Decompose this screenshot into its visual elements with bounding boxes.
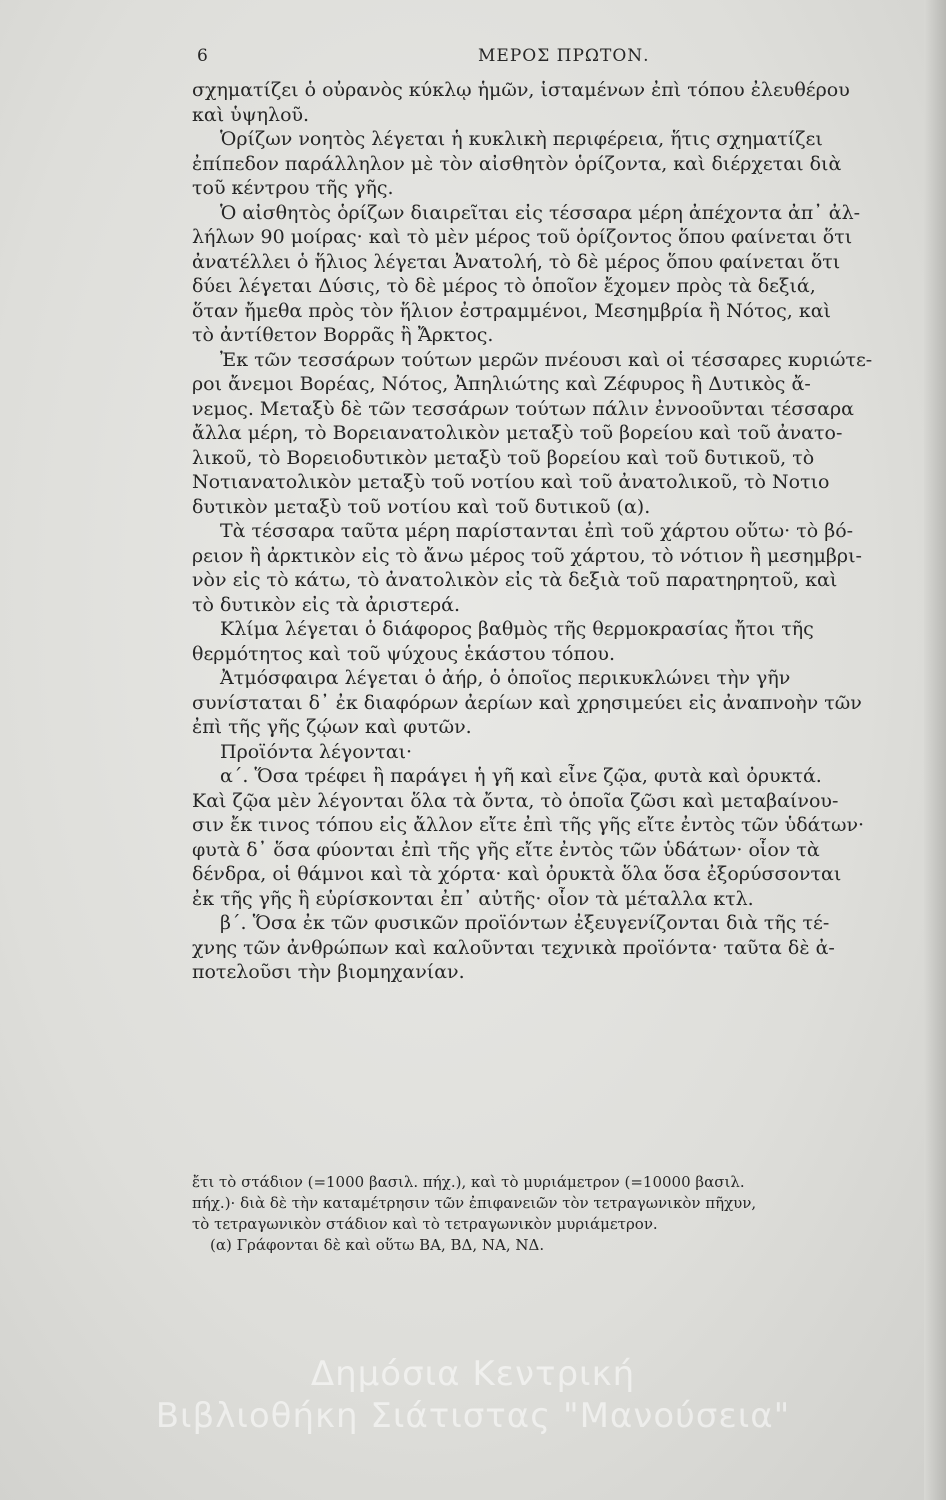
text-line: λικοῦ, τὸ Βορειοδυτικὸν μεταξὺ τοῦ βορείου καὶ τοῦ δυτικοῦ, τὸ xyxy=(192,446,815,469)
text-line: α΄. Ὅσα τρέφει ἢ παράγει ἡ γῆ καὶ εἶνε ζῷα, φυτὰ καὶ ὀρυκτά. xyxy=(220,765,822,787)
text-line: β΄. Ὅσα ἐκ τῶν φυσικῶν προϊόντων ἐξευγενίζονται διὰ τῆς τέ- xyxy=(220,912,830,934)
text-line: ποτελοῦσι τὴν βιομηχανίαν. xyxy=(192,961,465,983)
text-line: Ἀτμόσφαιρα λέγεται ὁ ἀήρ, ὁ ὁποῖος περικυκλώνει τὴν γῆν xyxy=(220,667,791,689)
text-line: ὅταν ἤμεθα πρὸς τὸν ἥλιον ἐστραμμένοι, Μεσημβρία ἢ Νότος, καὶ xyxy=(192,299,831,322)
text-line: τοῦ κέντρου τῆς γῆς. xyxy=(192,177,394,199)
text-line: Καὶ ζῷα μὲν λέγονται ὅλα τὰ ὄντα, τὸ ὁποῖα ζῶσι καὶ μεταβαίνου- xyxy=(192,789,839,812)
body-text xyxy=(192,78,904,985)
running-title: ΜΕΡΟΣ ΠΡΩΤΟΝ. xyxy=(478,46,650,66)
text-line: δένδρα, οἱ θάμνοι καὶ τὰ χόρτα· καὶ ὀρυκτὰ ὅλα ὅσα ἐξορύσσονται xyxy=(192,863,842,885)
text-line: Νοτιανατολικὸν μεταξὺ τοῦ νοτίου καὶ τοῦ ἀνατολικοῦ, τὸ Νοτιο xyxy=(192,471,830,493)
footnotes xyxy=(192,1172,904,1256)
text-line: δυτικὸν μεταξὺ τοῦ νοτίου καὶ τοῦ δυτικοῦ (α). xyxy=(192,495,651,518)
page-edge-shadow xyxy=(924,0,946,1500)
text-line: σιν ἔκ τινος τόπου εἰς ἄλλον εἴτε ἐπὶ τῆς γῆς εἴτε ἐντὸς τῶν ὑδάτων· xyxy=(192,814,865,836)
text-line: σχηματίζει ὁ οὐρανὸς κύκλῳ ἡμῶν, ἱσταμένων ἐπὶ τόπου ἐλευθέρου xyxy=(192,79,850,101)
text-line: συνίσταται δ᾽ ἐκ διαφόρων ἀερίων καὶ χρησιμεύει εἰς ἀναπνοὴν τῶν xyxy=(192,691,862,714)
text-line: ροι ἄνεμοι Βορέας, Νότος, Ἀπηλιώτης καὶ Ζέφυρος ἢ Δυτικὸς ἄ- xyxy=(192,373,811,395)
text-line: δύει λέγεται Δύσις, τὸ δὲ μέρος τὸ ὁποῖον ἔχομεν πρὸς τὰ δεξιά, xyxy=(192,275,816,297)
text-line: Κλίμα λέγεται ὁ διάφορος βαθμὸς τῆς θερμοκρασίας ἤτοι τῆς xyxy=(220,618,814,640)
text-line: ἀνατέλλει ὁ ἥλιος λέγεται Ἀνατολή, τὸ δὲ μέρος ὅπου φαίνεται ὅτι xyxy=(192,250,841,273)
library-watermark-line-2: Βιβλιοθήκη Σιάτιστας "Μανούσεια" xyxy=(155,1396,791,1436)
page-header xyxy=(0,40,946,70)
footnote-line: πήχ.)· διὰ δὲ τὴν καταμέτρησιν τῶν ἐπιφανειῶν τὸν τετραγωνικὸν πῆχυν, xyxy=(192,1194,757,1212)
footnote-line: τὸ τετραγωνικὸν στάδιον καὶ τὸ τετραγωνικὸν μυριάμετρον. xyxy=(192,1215,658,1233)
text-line: ἄλλα μέρη, τὸ Βορειανατολικὸν μεταξὺ τοῦ βορείου καὶ τοῦ ἀνατο- xyxy=(192,422,843,444)
text-line: Τὰ τέσσαρα ταῦτα μέρη παρίστανται ἐπὶ τοῦ χάρτου οὕτω· τὸ βό- xyxy=(220,520,854,542)
page-number: 6 xyxy=(197,46,208,66)
text-line: λήλων 90 μοίρας· καὶ τὸ μὲν μέρος τοῦ ὁρίζοντος ὅπου φαίνεται ὅτι xyxy=(192,226,853,248)
text-line: ρειον ἢ ἀρκτικὸν εἰς τὸ ἄνω μέρος τοῦ χάρτου, τὸ νότιον ἢ μεσημβρι- xyxy=(192,544,862,567)
text-line: θερμότητος καὶ τοῦ ψύχους ἑκάστου τόπου. xyxy=(192,642,616,665)
text-line: Ὁρίζων νοητὸς λέγεται ἡ κυκλικὴ περιφέρεια, ἥτις σχηματίζει xyxy=(220,128,823,150)
text-line: ἐπίπεδον παράλληλον μὲ τὸν αἰσθητὸν ὁρίζοντα, καὶ διέρχεται διὰ xyxy=(192,152,842,175)
text-line: χνης τῶν ἀνθρώπων καὶ καλοῦνται τεχνικὰ προϊόντα· ταῦτα δὲ ἀ- xyxy=(192,936,835,959)
text-line: Ὁ αἰσθητὸς ὁρίζων διαιρεῖται εἰς τέσσαρα μέρη ἀπέχοντα ἀπ᾽ ἀλ- xyxy=(220,201,861,224)
library-watermark-line-1: Δημόσια Κεντρική xyxy=(310,1354,636,1394)
text-line: τὸ ἀντίθετον Βορρᾶς ἢ Ἄρκτος. xyxy=(192,324,494,346)
text-line: νὸν εἰς τὸ κάτω, τὸ ἀνατολικὸν εἰς τὰ δεξιὰ τοῦ παρατηρητοῦ, καὶ xyxy=(192,569,838,591)
text-line: ἐκ τῆς γῆς ἢ εὑρίσκονται ἐπ᾽ αὐτῆς· οἷον τὰ μέταλλα κτλ. xyxy=(192,887,754,910)
text-line: Ἐκ τῶν τεσσάρων τούτων μερῶν πνέουσι καὶ οἱ τέσσαρες κυριώτε- xyxy=(220,348,873,371)
footnote-line: ἔτι τὸ στάδιον (=1000 βασιλ. πήχ.), καὶ τὸ μυριάμετρον (=10000 βασιλ. xyxy=(192,1173,745,1191)
text-line: νεμος. Μεταξὺ δὲ τῶν τεσσάρων τούτων πάλιν ἐννοοῦνται τέσσαρα xyxy=(192,397,854,420)
text-line: ἐπὶ τῆς γῆς ζῴων καὶ φυτῶν. xyxy=(192,716,472,738)
text-line: Προϊόντα λέγονται· xyxy=(220,740,413,763)
text-line: τὸ δυτικὸν εἰς τὰ ἀριστερά. xyxy=(192,593,461,616)
text-line: καὶ ὑψηλοῦ. xyxy=(192,103,310,126)
footnote-line: (α) Γράφονται δὲ καὶ οὕτω ΒΑ, ΒΔ, ΝΑ, ΝΔ. xyxy=(210,1236,545,1254)
text-line: φυτὰ δ᾽ ὅσα φύονται ἐπὶ τῆς γῆς εἴτε ἐντὸς τῶν ὑδάτων· οἷον τὰ xyxy=(192,838,820,861)
